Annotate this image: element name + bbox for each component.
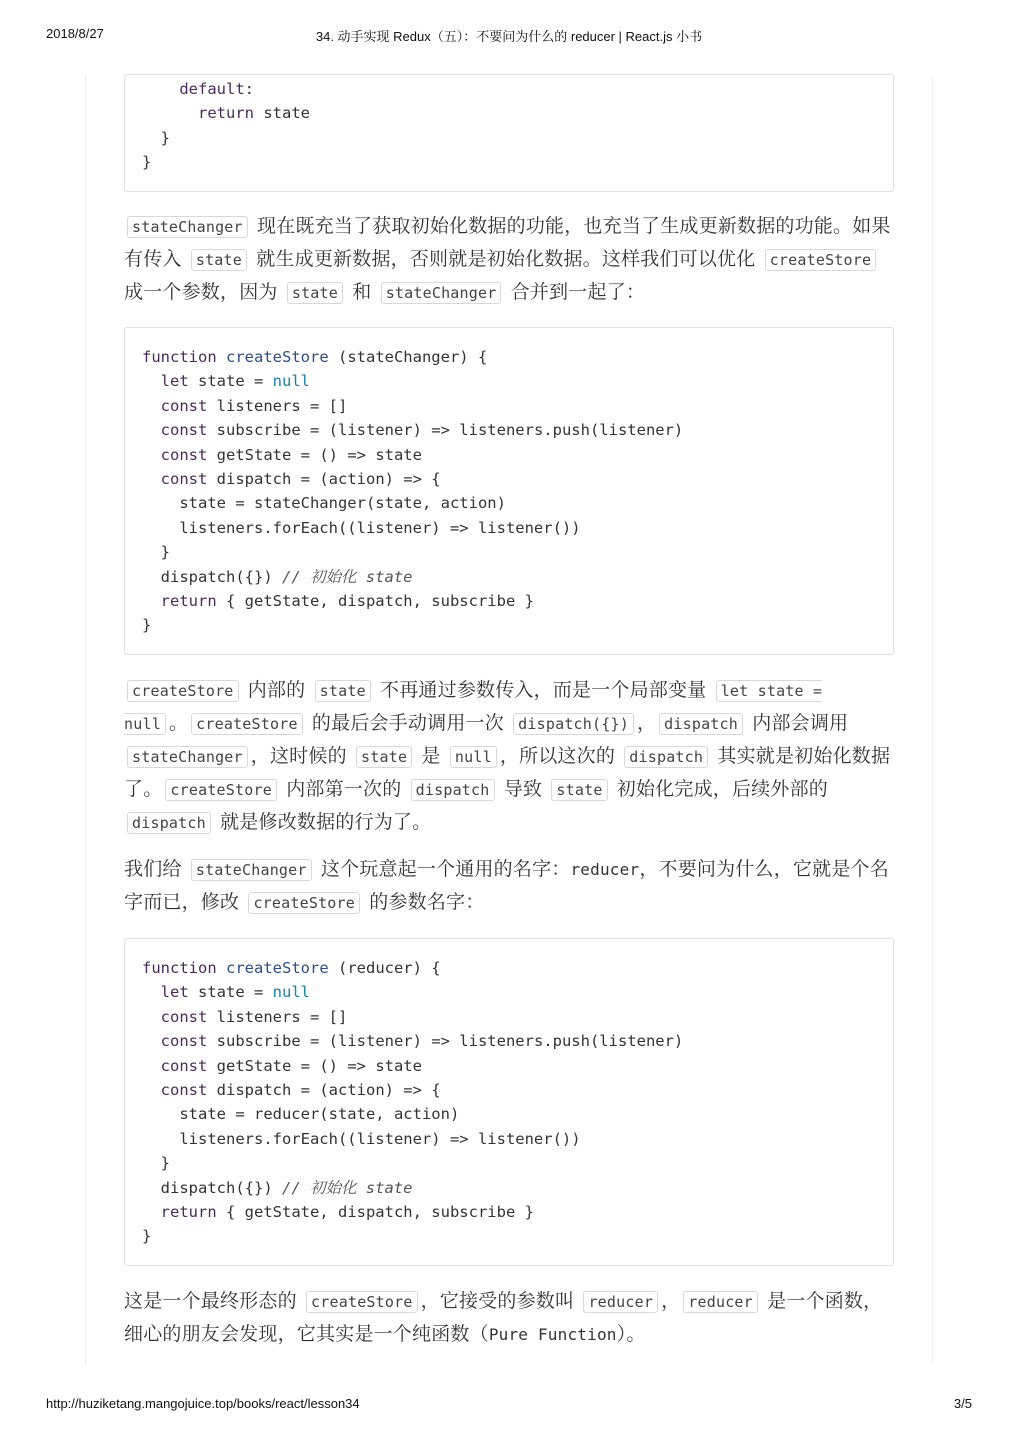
code-block-createstore-reducer (124, 938, 894, 1266)
print-date: 2018/8/27 (46, 26, 104, 41)
inline-code: createStore (765, 249, 877, 271)
code-line: let state = null (160, 983, 310, 1002)
paragraph-statechanger: stateChanger 现在既充当了获取初始化数据的功能，也充当了生成更新数据的功能。如果有传入 state 就生成更新数据，否则就是初始化数据。这样我们可以优化 createStore 成一个参数，因为 state 和 stateChanger 合并到一起了： (124, 215, 891, 303)
code-line: } (142, 153, 152, 172)
inline-code: dispatch (624, 746, 708, 768)
inline-code: let state = null (124, 682, 823, 733)
right-margin-rule (932, 76, 933, 1364)
left-margin-rule (85, 76, 86, 1364)
code-line: const dispatch = (action) => { (160, 1080, 441, 1099)
code-line: state = reducer(state, action) (142, 1105, 460, 1124)
inline-code: createStore (127, 680, 239, 702)
code-line: } (142, 1154, 170, 1173)
code-line: return { getState, dispatch, subscribe } (160, 591, 534, 610)
code-line: function createStore (stateChanger) { (142, 348, 488, 366)
code-line: listeners.forEach((listener) => listener()) (142, 518, 581, 537)
code-line: const subscribe = (listener) => listeners.push(listener) (160, 1032, 684, 1051)
code-line: const listeners = [] (160, 396, 348, 415)
inline-code: reducer (683, 1291, 758, 1313)
code-line: return state (198, 104, 310, 123)
inline-code: createStore (306, 1291, 418, 1313)
paragraph-pure-function: 这是一个最终形态的 createStore ，它接受的参数叫 reducer ， reducer 是一个函数，细心的朋友会发现，它其实是一个纯函数（Pure Function）。 (124, 1290, 883, 1345)
code-line: listeners.forEach((listener) => listener()) (142, 1129, 581, 1148)
page-number: 3/5 (953, 1396, 972, 1411)
code-line: return { getState, dispatch, subscribe } (160, 1202, 534, 1221)
inline-mono: Pure Function (488, 1325, 617, 1344)
inline-code: state (191, 249, 247, 271)
inline-code: reducer (583, 1291, 658, 1313)
paragraph-reducer-name: 我们给 stateChanger 这个玩意起一个通用的名字：reducer，不要问为什么，它就是个名字而已，修改 createStore 的参数名字： (124, 858, 889, 913)
code-line: } (142, 616, 152, 635)
code-line: } (142, 543, 170, 562)
inline-code: createStore (248, 892, 360, 914)
inline-code: dispatch (127, 812, 211, 834)
inline-code: dispatch (659, 713, 743, 735)
inline-code: createStore (165, 779, 277, 801)
inline-code: stateChanger (381, 282, 502, 304)
inline-code: stateChanger (127, 216, 248, 238)
code-line: } (142, 128, 170, 147)
code-line: } (142, 1227, 152, 1246)
code-line: const getState = () => state (160, 1056, 422, 1075)
inline-code: null (450, 746, 497, 768)
code-block-createstore-statechanger (124, 327, 894, 655)
paragraph-createstore-internal: createStore 内部的 state 不再通过参数传入，而是一个局部变量 let state = null 。 createStore 的最后会手动调用一次 dispatch({}) ， dispatch 内部会调用 stateChanger ，这时候的 state 是 null ，所以这次的 dispatch 其实就是初始化数据了。 createStore 内部第一次的 dispatch 导致 state 初始化完成，后续外部的 dispatch 就是修改数据的行为了。 (124, 679, 891, 833)
code-line: default: (179, 80, 254, 98)
code-block-continued (124, 74, 894, 192)
page-url[interactable]: http://huziketang.mangojuice.top/books/react/lesson34 (46, 1396, 360, 1411)
code-line: function createStore (reducer) { (142, 959, 441, 977)
code-line: dispatch({}) // 初始化 state (142, 1178, 413, 1197)
inline-code: dispatch({}) (513, 713, 634, 735)
code-line: const getState = () => state (160, 445, 422, 464)
inline-code: dispatch (411, 779, 495, 801)
inline-code: state (356, 746, 412, 768)
code-line: dispatch({}) // 初始化 state (142, 567, 413, 586)
inline-code: state (315, 680, 371, 702)
inline-code: createStore (191, 713, 303, 735)
inline-code: state (287, 282, 343, 304)
code-line: const subscribe = (listener) => listeners.push(listener) (160, 421, 684, 440)
inline-code: state (551, 779, 607, 801)
page-title: 34. 动手实现 Redux（五）：不要问为什么的 reducer | React.js 小书 (315, 29, 703, 44)
code-line: let state = null (160, 372, 310, 391)
code-line: const dispatch = (action) => { (160, 469, 441, 488)
inline-code: stateChanger (127, 746, 248, 768)
inline-code: stateChanger (191, 859, 312, 881)
inline-mono: reducer (570, 860, 640, 879)
code-line: state = stateChanger(state, action) (142, 494, 506, 513)
code-line: const listeners = [] (160, 1007, 348, 1026)
